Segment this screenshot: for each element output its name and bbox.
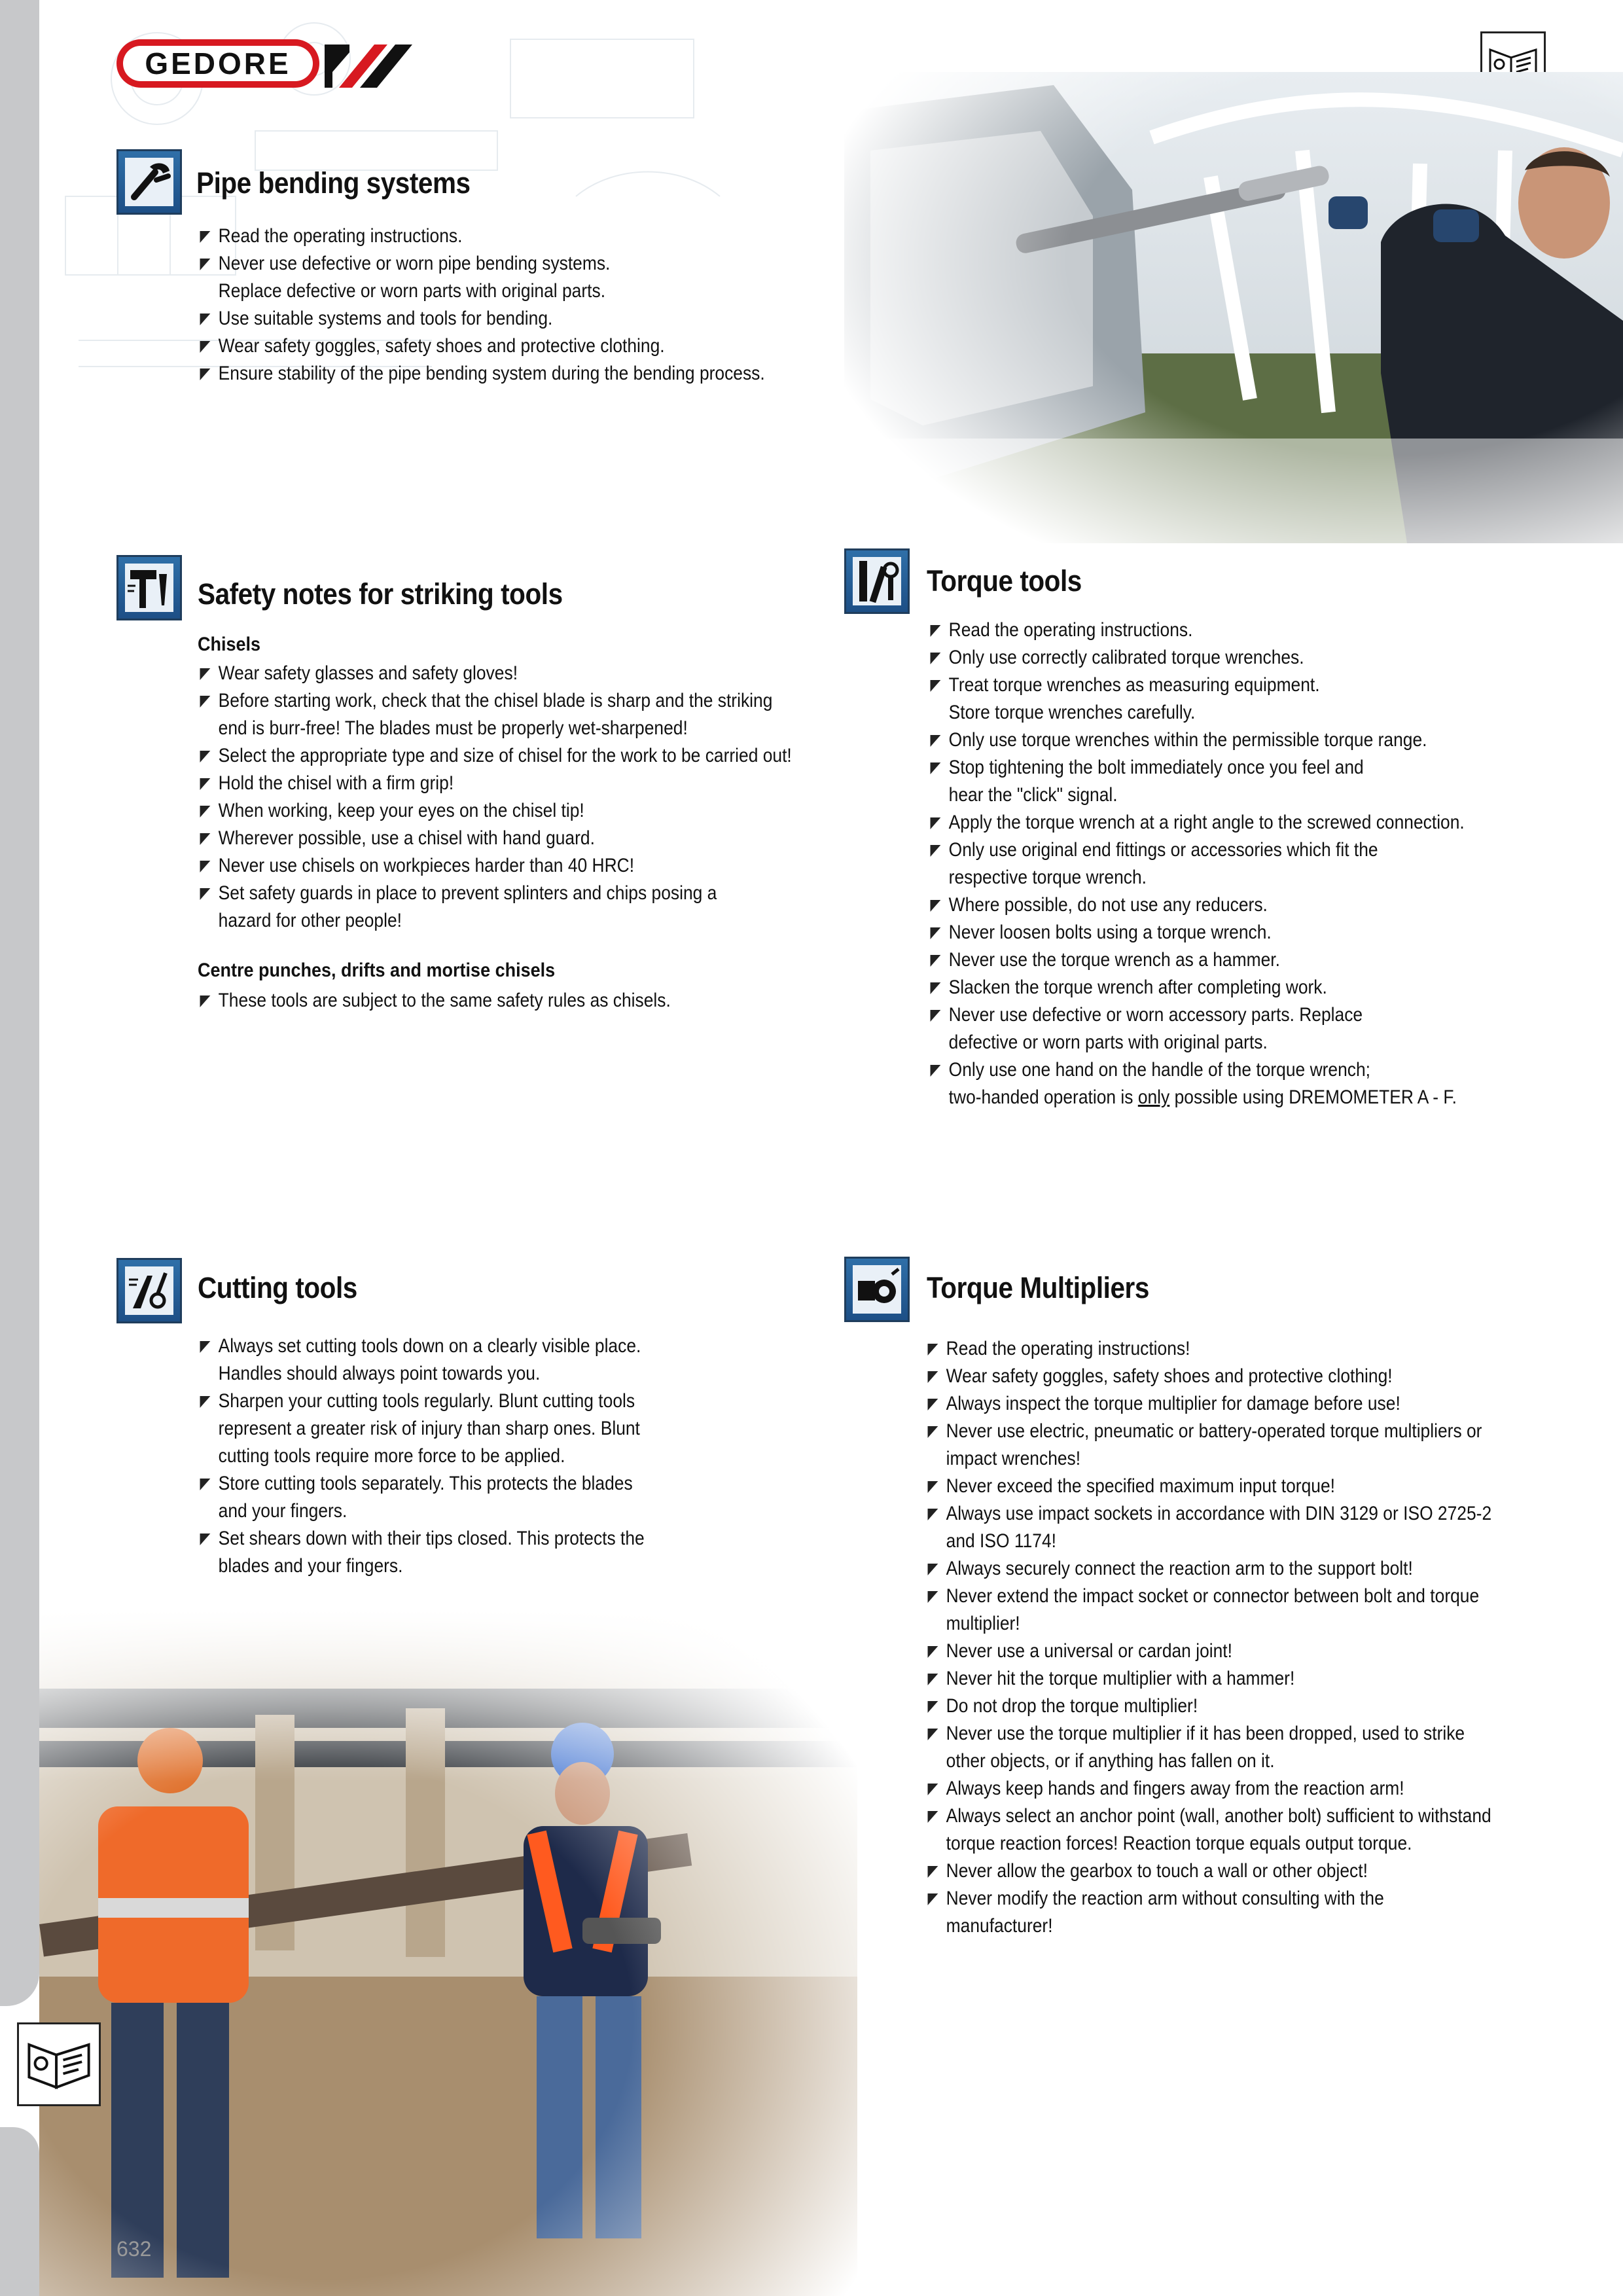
- logo-text: GEDORE: [145, 46, 291, 81]
- list-item: Read the operating instructions.: [928, 617, 1465, 644]
- hammer-chisel-icon: [116, 555, 182, 620]
- list-item: Always set cutting tools down on a clearly visible place. Handles should always point towards you.: [198, 1333, 645, 1388]
- list-item: Only use correctly calibrated torque wrenches.: [928, 644, 1465, 672]
- cutting-tools-icon: [116, 1258, 182, 1323]
- pipe-bending-list: [198, 223, 765, 387]
- list-item: Before starting work, check that the chisel blade is sharp and the striking end is burr-free! The blades must be properly wet-sharpened!: [198, 687, 792, 742]
- punches-list: [198, 987, 671, 1014]
- chisels-subheading: Chisels: [198, 634, 261, 655]
- list-item: [928, 1056, 1465, 1111]
- logo-stripes: [325, 39, 412, 88]
- list-item: Never use electric, pneumatic or battery-operated torque multipliers or impact wrenches!: [925, 1418, 1491, 1473]
- list-item: Wear safety goggles, safety shoes and protective clothing.: [198, 332, 765, 360]
- list-item: Never use the torque multiplier if it has been dropped, used to strike other objects, or if anything has fallen on it.: [925, 1720, 1491, 1775]
- chisels-list: [198, 660, 792, 935]
- manual-book-icon-bottom: [17, 2022, 101, 2106]
- list-item: Wherever possible, use a chisel with hand guard.: [198, 825, 792, 852]
- list-item: Treat torque wrenches as measuring equipment. Store torque wrenches carefully.: [928, 672, 1465, 726]
- list-item: When working, keep your eyes on the chisel tip!: [198, 797, 792, 825]
- list-item: Never hit the torque multiplier with a hammer!: [925, 1665, 1491, 1693]
- list-item: Store cutting tools separately. This protects the blades and your fingers.: [198, 1470, 645, 1525]
- list-item: Always keep hands and fingers away from the reaction arm!: [925, 1775, 1491, 1803]
- torque-multiplier-icon: [844, 1257, 910, 1322]
- list-item: Hold the chisel with a firm grip!: [198, 770, 792, 797]
- list-item: Select the appropriate type and size of chisel for the work to be carried out!: [198, 742, 792, 770]
- torque-multipliers-list: [925, 1335, 1491, 1940]
- torque-wrench-icon: [844, 548, 910, 614]
- last-item-emphasis: only: [1137, 1086, 1170, 1108]
- list-item: Ensure stability of the pipe bending system during the bending process.: [198, 360, 765, 387]
- list-item: Apply the torque wrench at a right angle to the screwed connection.: [928, 809, 1465, 836]
- gedore-logo: [116, 39, 412, 88]
- punches-subheading: Centre punches, drifts and mortise chisels: [198, 960, 556, 981]
- torque-tools-list: [928, 617, 1465, 1111]
- list-item: Sharpen your cutting tools regularly. Blunt cutting tools represent a greater risk of injury than sharp ones. Blunt cutting tools require more force to be applied.: [198, 1388, 645, 1470]
- photo-torque-wrench-worker: [844, 72, 1623, 543]
- pipe-wrench-icon: [116, 149, 182, 215]
- list-item: Never use defective or worn accessory parts. Replace defective or worn parts with original parts.: [928, 1001, 1465, 1056]
- list-item: These tools are subject to the same safety rules as chisels.: [198, 987, 671, 1014]
- list-item: Do not drop the torque multiplier!: [925, 1693, 1491, 1720]
- list-item: Wear safety glasses and safety gloves!: [198, 660, 792, 687]
- photo-rail-workers: [39, 1610, 857, 2296]
- cutting-tools-list: [198, 1333, 645, 1580]
- page-number: 632: [116, 2237, 152, 2261]
- striking-tools-heading: Safety notes for striking tools: [198, 577, 563, 611]
- list-item: Read the operating instructions.: [198, 223, 765, 250]
- list-item: Where possible, do not use any reducers.: [928, 891, 1465, 919]
- list-item: Always securely connect the reaction arm to the support bolt!: [925, 1555, 1491, 1583]
- list-item: Use suitable systems and tools for bending.: [198, 305, 765, 332]
- list-item: Slacken the torque wrench after completing work.: [928, 974, 1465, 1001]
- cutting-tools-heading: Cutting tools: [198, 1271, 357, 1304]
- list-item: Never use a universal or cardan joint!: [925, 1638, 1491, 1665]
- list-item: Never loosen bolts using a torque wrench.: [928, 919, 1465, 946]
- side-tab-bottom: [0, 2127, 39, 2296]
- list-item: Stop tightening the bolt immediately once you feel and hear the "click" signal.: [928, 754, 1465, 809]
- side-tab-top: [0, 0, 39, 2006]
- last-item-post: possible using DREMOMETER A - F.: [1169, 1086, 1457, 1108]
- list-item: Set safety guards in place to prevent splinters and chips posing a hazard for other people!: [198, 880, 792, 935]
- list-item: Never exceed the specified maximum input torque!: [925, 1473, 1491, 1500]
- list-item: Never extend the impact socket or connector between bolt and torque multiplier!: [925, 1583, 1491, 1638]
- list-item: Always inspect the torque multiplier for damage before use!: [925, 1390, 1491, 1418]
- list-item: Always select an anchor point (wall, another bolt) sufficient to withstand torque reaction forces! Reaction torque equals output torque.: [925, 1803, 1491, 1857]
- list-item: Set shears down with their tips closed. This protects the blades and your fingers.: [198, 1525, 645, 1580]
- list-item: Read the operating instructions!: [925, 1335, 1491, 1363]
- list-item: Never modify the reaction arm without consulting with the manufacturer!: [925, 1885, 1491, 1940]
- list-item: Never allow the gearbox to touch a wall or other object!: [925, 1857, 1491, 1885]
- list-item: Wear safety goggles, safety shoes and protective clothing!: [925, 1363, 1491, 1390]
- torque-multipliers-heading: Torque Multipliers: [927, 1271, 1149, 1304]
- list-item: Never use the torque wrench as a hammer.: [928, 946, 1465, 974]
- pipe-bending-heading: Pipe bending systems: [196, 166, 471, 200]
- list-item: Never use defective or worn pipe bending systems. Replace defective or worn parts with original parts.: [198, 250, 765, 305]
- torque-tools-heading: Torque tools: [927, 564, 1082, 598]
- last-item-line1: Only use one hand on the handle of the torque wrench;: [948, 1059, 1371, 1081]
- list-item: Never use chisels on workpieces harder than 40 HRC!: [198, 852, 792, 880]
- list-item: Always use impact sockets in accordance with DIN 3129 or ISO 2725-2 and ISO 1174!: [925, 1500, 1491, 1555]
- list-item: Only use original end fittings or accessories which fit the respective torque wrench.: [928, 836, 1465, 891]
- list-item: Only use torque wrenches within the permissible torque range.: [928, 726, 1465, 754]
- last-item-pre: two-handed operation is: [948, 1086, 1138, 1108]
